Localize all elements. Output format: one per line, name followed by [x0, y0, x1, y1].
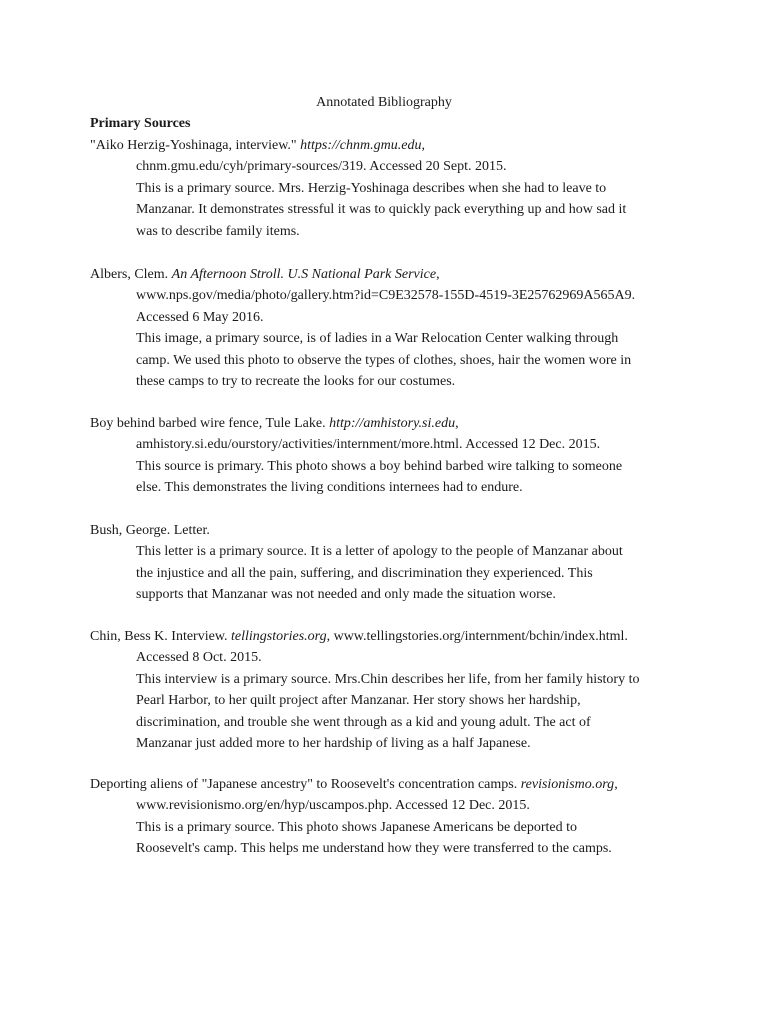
citation-text: Albers, Clem.: [90, 267, 172, 282]
citation-text: Bush, George. Letter.: [90, 523, 210, 538]
annotation: [90, 456, 690, 499]
citation-line: [90, 413, 690, 434]
bibliography-entry: [90, 626, 690, 754]
bibliography-entry: [90, 520, 690, 606]
citation-text: , www.tellingstories.org/internment/bchin/index.html.: [326, 629, 628, 644]
annotation-line: Manzanar just added more to her hardship of living as a half Japanese.: [136, 736, 531, 752]
citation-text: ,: [436, 267, 440, 282]
annotation-line: Manzanar. It demonstrates stressful it was to quickly pack everything up and how sad it: [136, 202, 627, 218]
citation-source-italic: An Afternoon Stroll. U.S National Park Service: [171, 267, 437, 282]
annotation-line: Pearl Harbor, to her quilt project after Manzanar. Her story shows her hardship,: [136, 693, 581, 709]
annotation: [90, 541, 690, 605]
citation-line: [90, 264, 690, 285]
citation-source-italic: revisionismo.org: [520, 777, 615, 792]
bibliography-entry: [90, 774, 690, 860]
annotation-line: the injustice and all the pain, suffering, and discrimination they experienced. This: [136, 565, 593, 581]
annotation-line: This interview is a primary source. Mrs.Chin describes her life, from her family history to: [136, 671, 640, 687]
citation-line: [90, 135, 690, 156]
citation-text: "Aiko Herzig-Yoshinaga, interview.": [90, 138, 301, 153]
citation-text: Boy behind barbed wire fence, Tule Lake.: [90, 416, 330, 431]
annotation-line: else. This demonstrates the living conditions internees had to endure.: [136, 480, 523, 496]
citation-line: [90, 774, 690, 795]
annotation-line: This source is primary. This photo shows a boy behind barbed wire talking to someone: [136, 458, 623, 474]
annotation-line: This is a primary source. This photo shows Japanese Americans be deported to: [136, 819, 578, 835]
annotation-line: This letter is a primary source. It is a letter of apology to the people of Manzanar about: [136, 544, 623, 560]
citation-line: [90, 520, 690, 541]
annotation: [90, 817, 690, 860]
citation-text: ,: [421, 138, 425, 153]
annotation-line: was to describe family items.: [136, 223, 300, 239]
annotation-line: supports that Manzanar was not needed and only made the situation worse.: [136, 587, 556, 603]
section-heading: Primary Sources: [90, 116, 191, 131]
bibliography-entry: [90, 413, 690, 499]
citation-source-italic: https://chnm.gmu.edu: [300, 138, 422, 153]
citation-text: ,: [614, 777, 618, 792]
citation-text: Chin, Bess K. Interview.: [90, 629, 232, 644]
citation-text: Deporting aliens of "Japanese ancestry" to Roosevelt's concentration camps.: [90, 777, 521, 792]
citation-line: [90, 626, 690, 647]
bibliography-entry: [90, 264, 690, 392]
citation-source-italic: http://amhistory.si.edu: [329, 416, 456, 431]
annotation-line: these camps to try to recreate the looks for our costumes.: [136, 374, 456, 390]
annotation-line: This image, a primary source, is of ladies in a War Relocation Center walking through: [136, 331, 619, 347]
annotation-line: discrimination, and trouble she went through as a kid and young adult. The act of: [136, 714, 591, 730]
citation-continuation: chnm.gmu.edu/cyh/primary-sources/319. Accessed 20 Sept. 2015.: [136, 159, 507, 175]
citation-text: ,: [455, 416, 459, 431]
citation-continuation: Accessed 8 Oct. 2015.: [136, 650, 262, 666]
annotation: [90, 328, 690, 392]
annotation: [90, 178, 690, 242]
citation-continuation: www.nps.gov/media/photo/gallery.htm?id=C9E32578-155D-4519-3E25762969A565A9.: [136, 288, 636, 304]
annotation-line: This is a primary source. Mrs. Herzig-Yoshinaga describes when she had to leave to: [136, 180, 607, 196]
annotation: [90, 669, 690, 755]
citation-continuation: Accessed 6 May 2016.: [136, 309, 264, 325]
citation-source-italic: tellingstories.org: [231, 629, 327, 644]
document-title: Annotated Bibliography: [316, 95, 452, 110]
citation-continuation: www.revisionismo.org/en/hyp/uscampos.php. Accessed 12 Dec. 2015.: [136, 798, 530, 814]
annotation-line: Roosevelt's camp. This helps me understand how they were transferred to the camps.: [136, 841, 612, 857]
annotation-line: camp. We used this photo to observe the types of clothes, shoes, hair the women wore in: [136, 352, 632, 368]
bibliography-entry: [90, 135, 690, 242]
citation-continuation: amhistory.si.edu/ourstory/activities/internment/more.html. Accessed 12 Dec. 2015.: [136, 437, 601, 453]
